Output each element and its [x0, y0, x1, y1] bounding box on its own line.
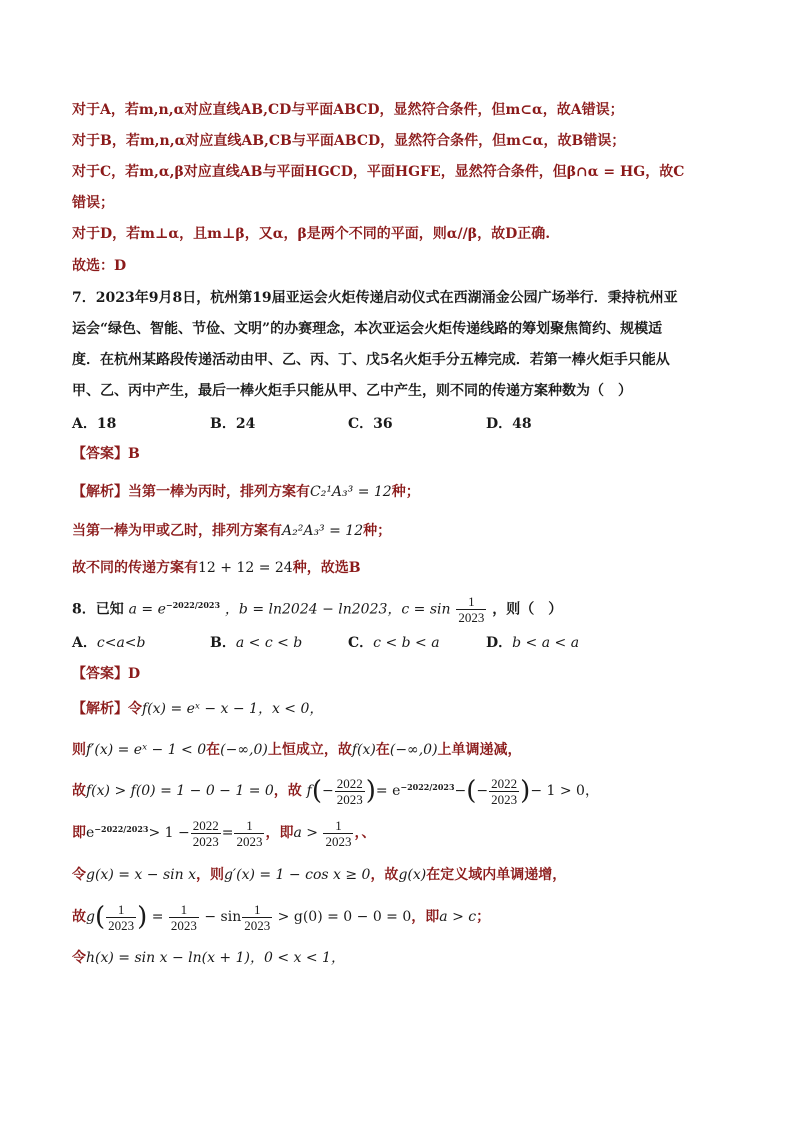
question-8-option-d: D．b < a < a	[486, 635, 580, 651]
fraction-1-over-2023: $\frac{1}{2023}$	[458, 594, 485, 625]
fraction-1-over-2023-c: $\frac{1}{2023}$	[325, 817, 352, 849]
fraction-1-over-2023-b: $\frac{1}{2023}$	[236, 817, 263, 849]
option-c-analysis-line1: 对于C，若m,α,β对应直线AB与平面HGCD，平面HGFE，显然符合条件，但β∩α = HG，故C	[72, 164, 685, 180]
option-d-analysis: 对于D，若m⊥α，且m⊥β，又α，β是两个不同的平面，则α//β，故D正确.	[72, 226, 551, 242]
fraction-2022-over-2023-b: $\frac{2022}{2023}$	[491, 775, 518, 807]
question-7-option-a: A．18	[72, 416, 117, 432]
fraction-2022-over-2023: $\frac{2022}{2023}$	[336, 775, 363, 807]
question-7-option-d: D．48	[486, 416, 532, 432]
option-b-analysis: 对于B，若m,n,α对应直线AB,CB与平面ABCD，显然符合条件，但m⊂α，故B错误；	[72, 133, 626, 149]
question-8-option-c: C．c < b < a	[348, 635, 440, 651]
question-8-option-a: A．c<a<b	[72, 635, 146, 651]
fraction-1-over-2023-d: $\frac{1}{2023}$	[108, 901, 135, 933]
exponent-neg-2022-over-2023: −2022/2023	[165, 600, 221, 610]
fraction-2022-over-2023-c: $\frac{2022}{2023}$	[192, 817, 219, 849]
option-a-analysis: 对于A，若m,n,α对应直线AB,CD与平面ABCD，显然符合条件，但m⊂α，故A错误；	[72, 102, 624, 118]
question-7-explanation-2: 当第一棒为甲或乙时，排列方案有A₂²A₃³ = 12种；	[72, 523, 392, 539]
question-7-line3: 度．在杭州某路段传递活动由甲、乙、丙、丁、戊5名火炬手分五棒完成．若第一棒火炬手只能从	[72, 352, 670, 368]
question-8-option-b: B．a < c < b	[210, 635, 303, 651]
question-7-answer: 【答案】B	[72, 446, 140, 462]
question-8-explanation-7: 令h(x) = sin x − ln(x + 1)，0 < x < 1，	[72, 950, 345, 966]
question-8-explanation-3: 故f(x) > f(0) = 1 − 0 − 1 = 0，故 f(− $\frac{2022}{2023}$ )= $e^{-2022/2023}-(-$ $\frac{2022}{2023}$ )− 1 > 0，	[72, 775, 599, 807]
question-7-explanation-3: 故不同的传递方案有12 + 12 = 24种，故选B	[72, 560, 361, 576]
question-8-explanation-2: 则f′(x) = eˣ − 1 < 0在(−∞,0)上恒成立，故f(x)在(−∞,0)上单调递减，	[72, 742, 522, 758]
question-7-option-c: C．36	[348, 416, 393, 432]
question-6-choice: 故选：D	[72, 258, 127, 274]
fraction-1-over-2023-e: $\frac{1}{2023}$	[170, 901, 197, 933]
question-8-explanation-4: 即$e^{-2022/2023}> 1$ − $\frac{2022}{2023}$ = $\frac{1}{2023}$ ，即a > $\frac{1}{2023}$ ，、	[72, 817, 376, 849]
question-8-explanation-1: 【解析】令f(x) = eˣ − x − 1，x < 0，	[72, 701, 324, 717]
question-8-explanation-5: 令g(x) = x − sin x，则g′(x) = 1 − cos x ≥ 0，故g(x)在定义域内单调递增，	[72, 867, 567, 883]
option-c-analysis-line2: 错误；	[72, 195, 114, 211]
question-7-explanation-1: 【解析】当第一棒为丙时，排列方案有C₂¹A₃³ = 12种；	[72, 484, 420, 500]
question-8-answer: 【答案】D	[72, 666, 141, 682]
question-7-line2: 运会“绿色、智能、节俭、文明”的办赛理念，本次亚运会火炬传递线路的筹划聚焦简约、规模适	[72, 321, 663, 337]
question-7-line1: 7．2023年9月8日，杭州第19届亚运会火炬传递启动仪式在西湖涌金公园广场举行．秉持杭州亚	[72, 290, 678, 306]
fraction-1-over-2023-f: $\frac{1}{2023}$	[244, 901, 271, 933]
question-7-line4: 甲、乙、丙中产生，最后一棒火炬手只能从甲、乙中产生，则不同的传递方案种数为（ ）	[72, 383, 632, 399]
question-8-stem: 8．已知 $a = e^{-2022/2023}$ ，b = ln2024 − ln2023，c = sin $\frac{1}{2023}$ ，则（ ）	[72, 594, 563, 625]
question-8-explanation-6: 故g( $\frac{1}{2023}$ ) = $\frac{1}{2023}$ − sin $\frac{1}{2023}$ > g(0) = 0 − 0 = 0，即a > c；	[72, 901, 491, 933]
question-7-option-b: B．24	[210, 416, 256, 432]
